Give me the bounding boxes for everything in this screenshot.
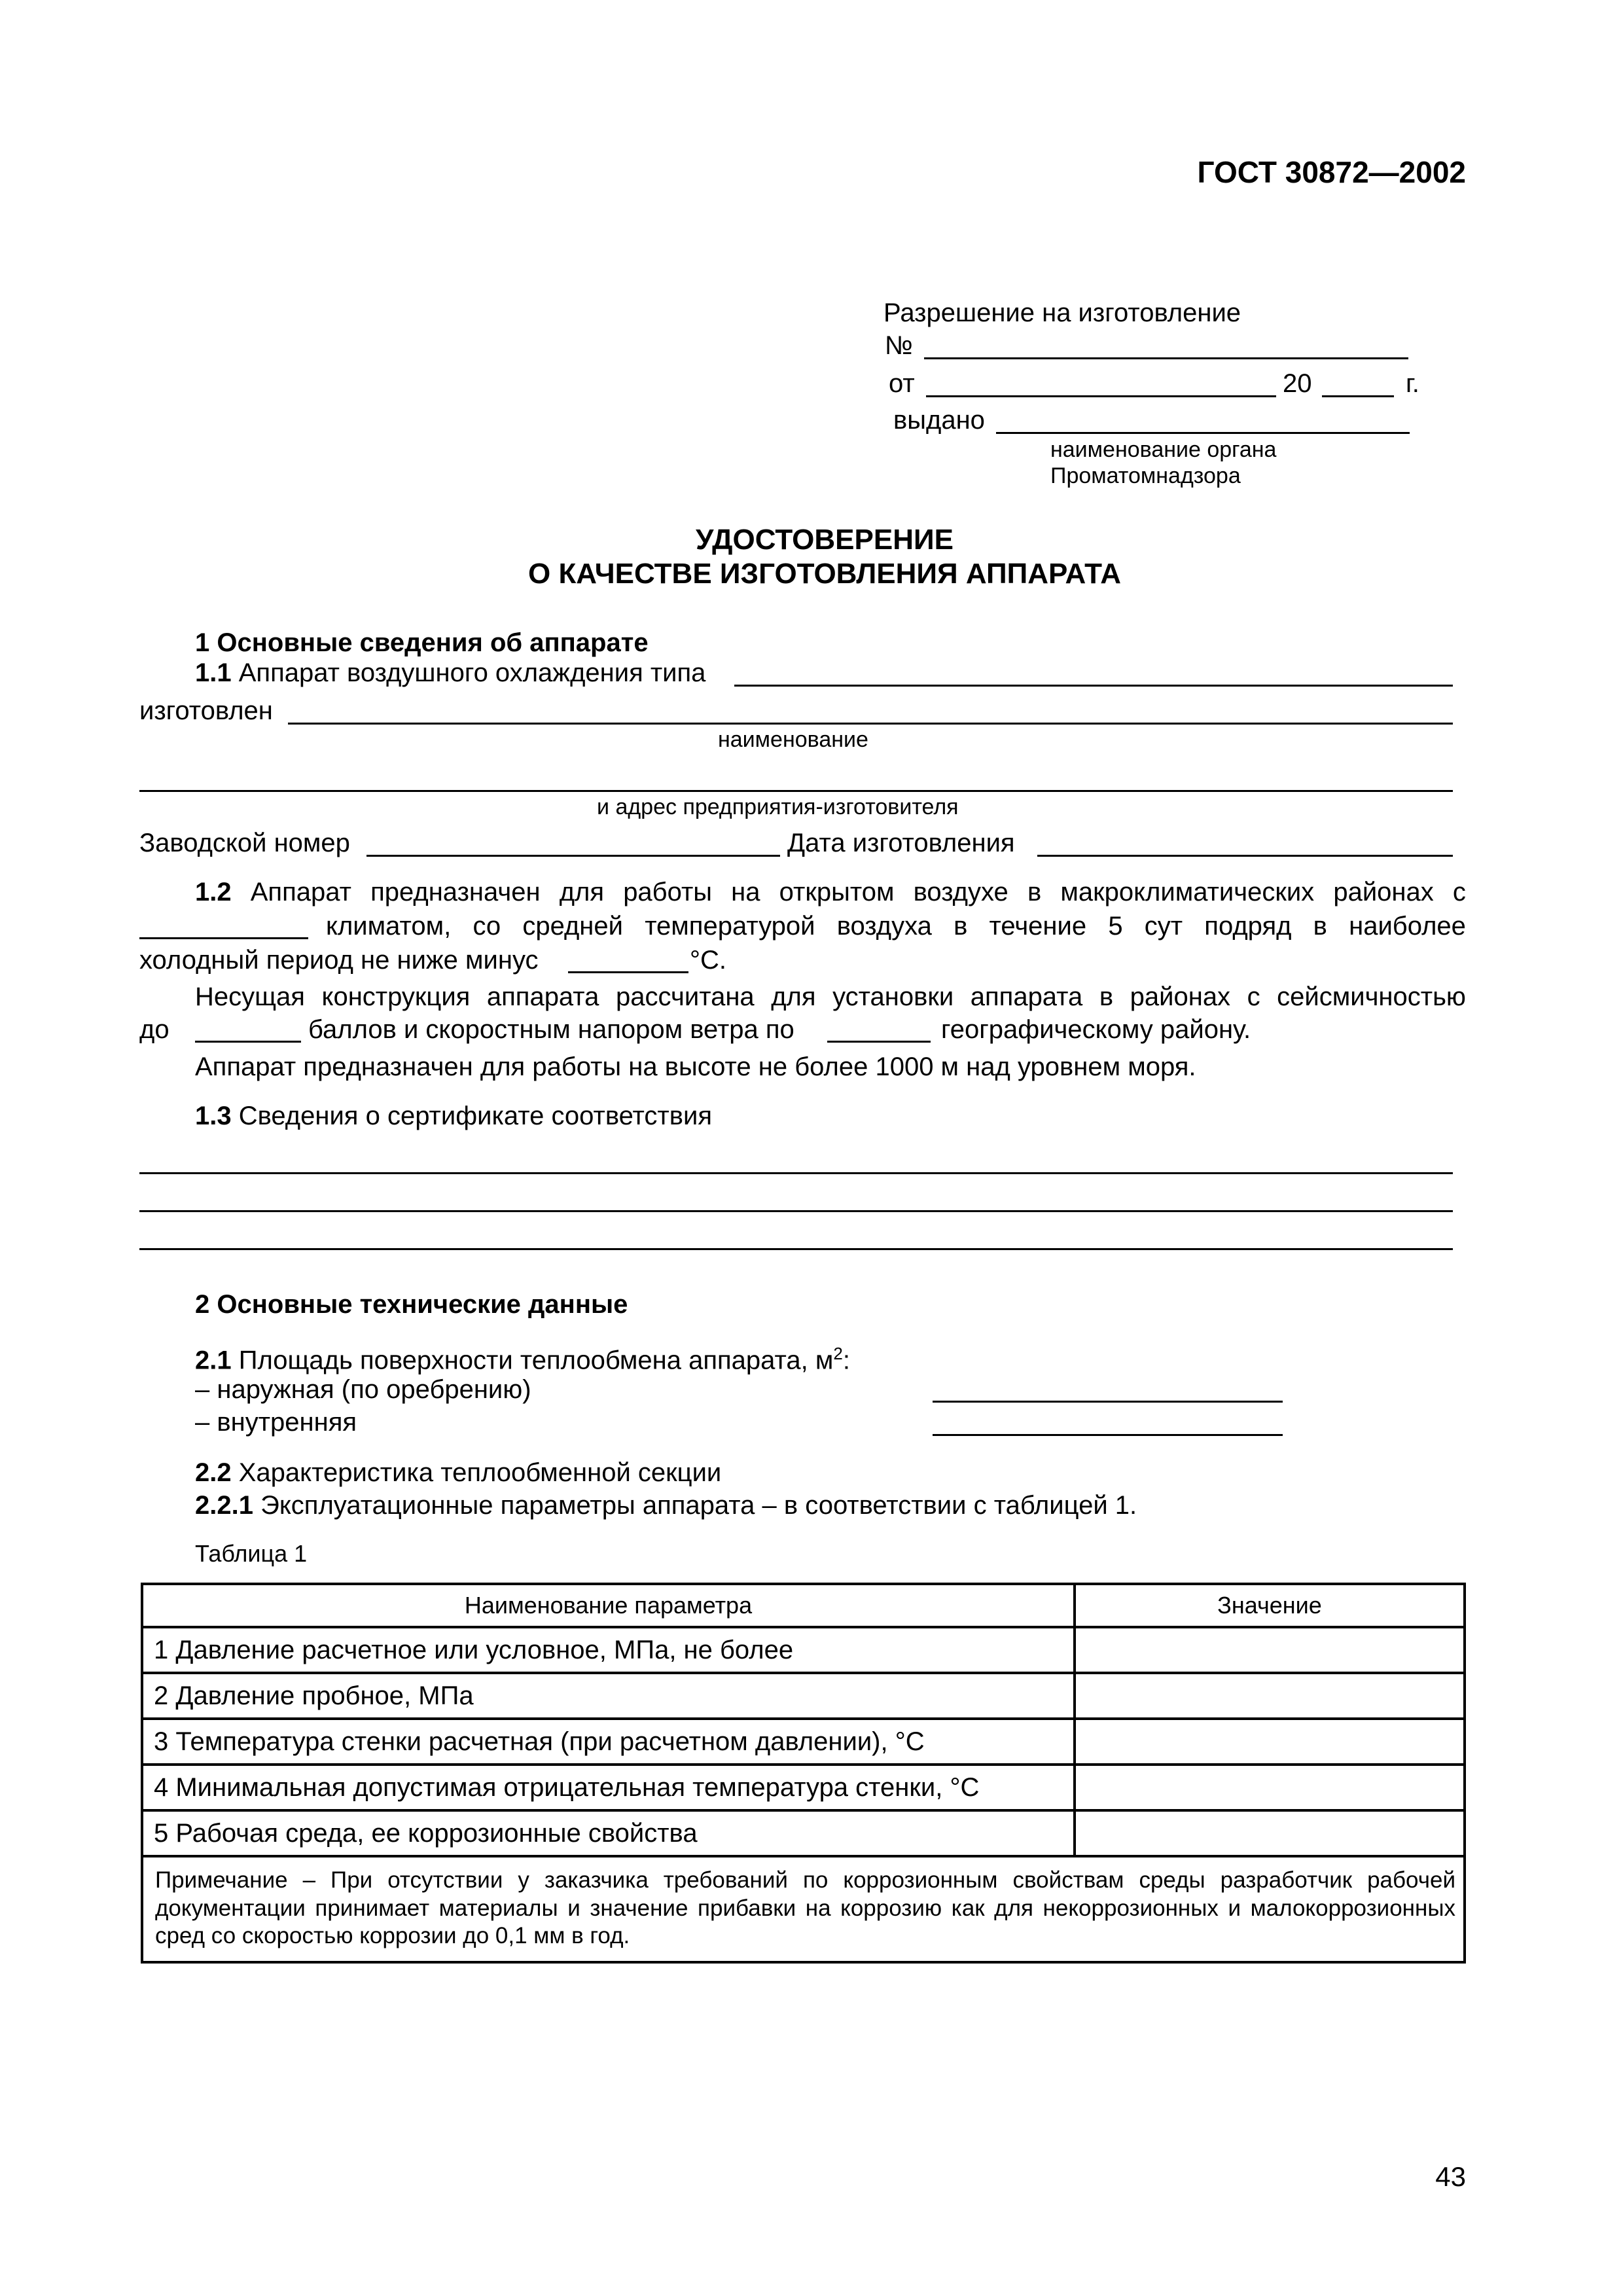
p221-number: 2.2.1 xyxy=(195,1491,253,1520)
p12-word: 5 xyxy=(1108,912,1123,941)
carrier-word: Несущая xyxy=(195,982,305,1011)
table-note: Примечание – При отсутствии у заказчика требований по коррозионным свойствам среды разработчик рабочей документации принимает материалы и значение прибавки на коррозию как для некоррозионных и малокоррозионных сред со скоростью коррозии до 0,1 мм в год. xyxy=(142,1856,1465,1962)
manufacturer-name-caption: наименование xyxy=(718,727,868,752)
p12-word: наиболее xyxy=(1349,912,1466,941)
outer-surface-label: – наружная (по оребрению) xyxy=(195,1375,531,1404)
permission-from-label: от xyxy=(889,369,915,398)
p12-word: сут xyxy=(1144,912,1183,941)
parameters-table xyxy=(141,1583,1466,1964)
p21-superscript: 2 xyxy=(833,1344,843,1363)
p12-carrier-end: географическому району. xyxy=(941,1015,1251,1044)
p11-number: 1.1 xyxy=(195,658,232,687)
table-caption: Таблица 1 xyxy=(195,1540,308,1567)
p12-number: 1.2 xyxy=(195,878,232,906)
p12-word: в xyxy=(1313,912,1327,941)
carrier-word: аппарата xyxy=(486,982,599,1011)
table-row xyxy=(142,1765,1465,1810)
document-code: ГОСТ 30872—2002 xyxy=(1197,155,1466,189)
page-number: 43 xyxy=(1435,2161,1466,2192)
p12-word: температурой xyxy=(645,912,815,941)
value-cell[interactable] xyxy=(1075,1627,1465,1673)
p12-word: воздухе xyxy=(913,878,1008,906)
p221-text: Эксплуатационные параметры аппарата – в соответствии с таблицей 1. xyxy=(260,1491,1137,1520)
p12-word: работы xyxy=(623,878,713,906)
p12-altitude: Аппарат предназначен для работы на высоте не более 1000 м над уровнем моря. xyxy=(195,1052,1196,1081)
table-row xyxy=(142,1673,1465,1719)
certificate-title: УДОСТОВЕРЕНИЕ xyxy=(696,524,954,556)
p12-word: Аппарат xyxy=(250,878,351,906)
carrier-word: сейсмичностью xyxy=(1277,982,1466,1011)
p13-line xyxy=(195,1103,712,1129)
permission-year-suffix: г. xyxy=(1406,369,1419,398)
permission-issuer-field[interactable] xyxy=(996,432,1410,434)
value-cell[interactable] xyxy=(1075,1719,1465,1765)
table-row xyxy=(142,1627,1465,1673)
permission-number-label: № xyxy=(885,331,913,360)
value-cell[interactable] xyxy=(1075,1810,1465,1856)
table-row xyxy=(142,1810,1465,1856)
certificate-field-line1[interactable] xyxy=(139,1172,1453,1174)
p22-line xyxy=(195,1460,721,1486)
column-header-parameter: Наименование параметра xyxy=(142,1584,1075,1627)
section1-heading: 1 Основные сведения об аппарате xyxy=(195,628,649,657)
manufacture-date-label: Дата изготовления xyxy=(787,829,1015,857)
parameter-cell: 4 Минимальная допустимая отрицательная температура стенки, °С xyxy=(142,1765,1075,1810)
p21-text: Площадь поверхности теплообмена аппарата, м xyxy=(238,1346,834,1375)
permission-number-field[interactable] xyxy=(924,357,1408,359)
inner-surface-field[interactable] xyxy=(933,1434,1283,1436)
certificate-field-line2[interactable] xyxy=(139,1210,1453,1212)
carrier-word: районах xyxy=(1130,982,1231,1011)
manufacture-date-field[interactable] xyxy=(1037,855,1453,857)
seismic-field[interactable] xyxy=(195,1041,301,1043)
p12-line1 xyxy=(195,879,1466,905)
p21-colon: : xyxy=(842,1346,850,1375)
p12-word: открытом xyxy=(779,878,895,906)
carrier-word: с xyxy=(1247,982,1260,1011)
p12-carrier-prefix: до xyxy=(139,1015,169,1044)
p12-line2 xyxy=(326,913,1466,939)
permission-title: Разрешение на изготовление xyxy=(883,298,1241,327)
p13-text: Сведения о сертификате соответствия xyxy=(238,1102,712,1130)
p12-word: средней xyxy=(522,912,623,941)
certificate-field-line3[interactable] xyxy=(139,1248,1453,1250)
permission-year-field[interactable] xyxy=(1322,395,1394,397)
p21-line xyxy=(195,1345,850,1373)
section2-heading: 2 Основные технические данные xyxy=(195,1290,628,1319)
min-temperature-field[interactable] xyxy=(568,971,688,973)
permission-issued-label: выдано xyxy=(893,406,985,435)
p12-word: районах xyxy=(1333,878,1434,906)
p12-word: воздуха xyxy=(836,912,932,941)
carrier-word: для xyxy=(771,982,816,1011)
wind-region-field[interactable] xyxy=(827,1041,931,1043)
parameter-cell: 3 Температура стенки расчетная (при расчетном давлении), °С xyxy=(142,1719,1075,1765)
permission-year-prefix: 20 xyxy=(1283,369,1312,398)
p12-word: со xyxy=(473,912,501,941)
manufacturer-address-caption: и адрес предприятия-изготовителя xyxy=(597,795,959,819)
climate-field[interactable] xyxy=(139,937,308,939)
value-cell[interactable] xyxy=(1075,1765,1465,1810)
issuer-caption-line2: Проматомнадзора xyxy=(1050,463,1241,488)
parameter-cell: 5 Рабочая среда, ее коррозионные свойства xyxy=(142,1810,1075,1856)
outer-surface-field[interactable] xyxy=(933,1401,1283,1403)
p12-word: подряд xyxy=(1204,912,1292,941)
p12-word: климатом, xyxy=(326,912,452,941)
parameter-cell: 2 Давление пробное, МПа xyxy=(142,1673,1075,1719)
table-note-row xyxy=(142,1856,1465,1962)
p12-word: на xyxy=(731,878,760,906)
manufacturer-address-field[interactable] xyxy=(139,790,1453,792)
p12-carrier-line1 xyxy=(195,984,1466,1010)
p11-text: Аппарат воздушного охлаждения типа xyxy=(238,658,706,687)
p13-number: 1.3 xyxy=(195,1102,232,1130)
p12-carrier-mid: баллов и скоростным напором ветра по xyxy=(308,1015,794,1044)
made-label: изготовлен xyxy=(139,696,273,725)
p11-line xyxy=(195,660,705,686)
p22-text: Характеристика теплообменной секции xyxy=(238,1458,722,1487)
carrier-word: в xyxy=(1099,982,1114,1011)
p221-line xyxy=(195,1492,1137,1518)
manufacturer-name-field[interactable] xyxy=(288,723,1453,725)
apparatus-type-field[interactable] xyxy=(734,685,1453,687)
permission-date-field[interactable] xyxy=(926,395,1276,397)
carrier-word: установки xyxy=(832,982,954,1011)
p12-word: в xyxy=(1027,878,1042,906)
carrier-word: рассчитана xyxy=(615,982,755,1011)
inner-surface-label: – внутренняя xyxy=(195,1408,357,1437)
p12-word: макроклиматических xyxy=(1060,878,1315,906)
p12-word: для xyxy=(559,878,605,906)
carrier-word: конструкция xyxy=(321,982,471,1011)
p22-number: 2.2 xyxy=(195,1458,232,1487)
p12-word: течение xyxy=(989,912,1087,941)
parameter-cell: 1 Давление расчетное или условное, МПа, не более xyxy=(142,1627,1075,1673)
table-row xyxy=(142,1719,1465,1765)
p12-line3-text: холодный период не ниже минус xyxy=(139,946,539,975)
value-cell[interactable] xyxy=(1075,1673,1465,1719)
serial-label: Заводской номер xyxy=(139,829,350,857)
carrier-word: аппарата xyxy=(970,982,1083,1011)
p12-line3-unit: °С. xyxy=(690,946,726,975)
table-header-row xyxy=(142,1584,1465,1627)
p12-word: в xyxy=(954,912,968,941)
certificate-subtitle: О КАЧЕСТВЕ ИЗГОТОВЛЕНИЯ АППАРАТА xyxy=(528,558,1121,590)
p12-word: предназначен xyxy=(370,878,541,906)
serial-number-field[interactable] xyxy=(366,855,780,857)
p21-number: 2.1 xyxy=(195,1346,232,1375)
column-header-value: Значение xyxy=(1075,1584,1465,1627)
issuer-caption-line1: наименование органа xyxy=(1050,437,1277,462)
p12-word: с xyxy=(1452,878,1466,906)
